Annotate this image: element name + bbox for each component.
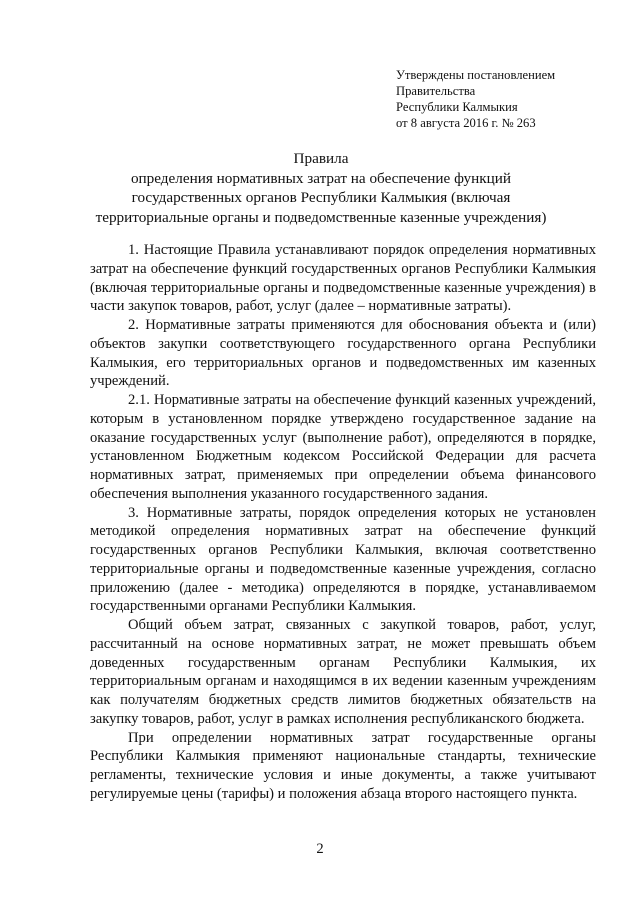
document-body	[90, 241, 596, 804]
paragraph-2-1: 2.1. Нормативные затраты на обеспечение функций казенных учреждений, которым в установленном порядке утверждено государственное задание на оказание государственных услуг (выполнение работ), определяются в порядке, установленном Бюджетным кодексом Российской Федерации для расчета нормативных затрат, применяемых при определении объема финансового обеспечения выполнения указанного государственного задания.	[90, 392, 596, 502]
paragraph-2: 2. Нормативные затраты применяются для обоснования объекта и (или) объектов закупки соответствующего государственного органа Республики Калмыкия, его территориальных органов и подведомственных им казенных учреждений.	[90, 317, 596, 390]
page-number: 2	[316, 841, 324, 857]
paragraph-3-standards: При определении нормативных затрат государственные органы Республики Калмыкия применяют национальные стандарты, технические регламенты, технические условия и иные документы, а также учитывают регулируемые цены (тарифы) и положения абзаца второго настоящего пункта.	[90, 729, 596, 802]
approval-stamp	[396, 67, 555, 131]
document-subtitle: определения нормативных затрат на обеспечение функций государственных органов Республики Калмыкия (включая территориальные органы и подведомственные казенные учреждения)	[95, 169, 547, 226]
document-title: Правила	[293, 150, 349, 167]
document-heading	[88, 149, 554, 227]
approval-line: от 8 августа 2016 г. № 263	[396, 116, 536, 130]
paragraph-3-total-volume: Общий объем затрат, связанных с закупкой товаров, работ, услуг, рассчитанный на основе нормативных затрат, не может превышать объем доведенных государственным органам Республики Калмыкия, их территориальным органам и находящимся в их ведении казенным учреждениям как получателям бюджетных средств лимитов бюджетных обязательств на закупку товаров, работ, услуг в рамках исполнения республиканского бюджета.	[90, 617, 596, 727]
approval-line: Правительства	[396, 84, 476, 98]
approval-line: Утверждены постановлением	[396, 68, 556, 82]
approval-line: Республики Калмыкия	[396, 100, 518, 114]
paragraph-3: 3. Нормативные затраты, порядок определения которых не установлен методикой определения нормативных затрат на обеспечение функций государственных органов Республики Калмыкия, включая соответственно территориальные органы и подведомственные казенные учреждения, согласно приложению (далее - методика) определяются в порядке, устанавливаемом государственными органами Республики Калмыкия.	[90, 504, 596, 615]
paragraph-1: 1. Настоящие Правила устанавливают порядок определения нормативных затрат на обеспечение функций государственных органов Республики Калмыкия (включая территориальные органы и подведомственные казенные учреждения) в части закупок товаров, работ, услуг (далее – нормативные затраты).	[90, 242, 596, 315]
